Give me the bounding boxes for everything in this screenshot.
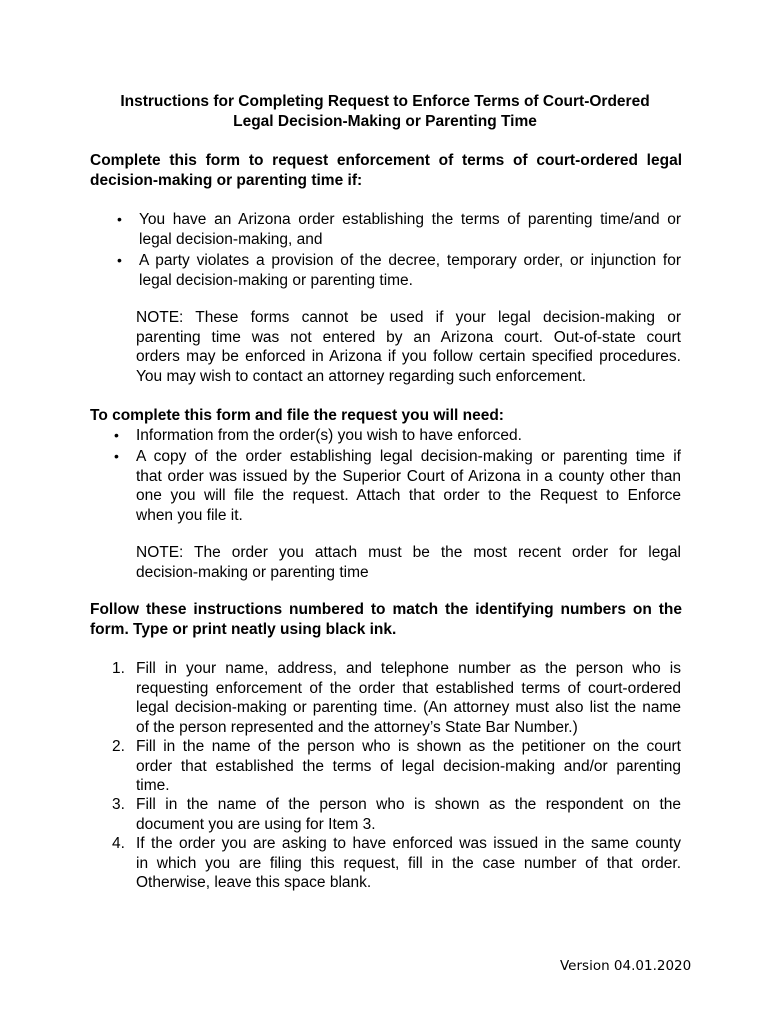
- bullet-line: A party violates a provision of the decree, temporary order, or injunction for: [139, 252, 681, 269]
- item-number: 3.: [112, 796, 125, 813]
- instruction-item-1: [112, 659, 681, 737]
- bullet-line: A copy of the order establishing legal decision-making or parenting time if: [136, 448, 681, 465]
- intro-note: [136, 308, 681, 386]
- bullet-line: one you will file the request. Attach that order to the Request to Enforce: [136, 487, 681, 505]
- need-bullet-2: [114, 447, 681, 525]
- instruction-item-3: [112, 795, 681, 834]
- intro-heading-line-1: Complete this form to request enforcement of terms of court-ordered legal: [90, 152, 682, 169]
- bullet-line: You have an Arizona order establishing the terms of parenting time/and or: [139, 211, 681, 228]
- note-line: parenting time was not entered by an Arizona court. Out-of-state court: [136, 328, 681, 346]
- note-line: NOTE: These forms cannot be used if your legal decision-making or: [136, 309, 681, 326]
- follow-heading: [90, 600, 682, 640]
- need-note: [136, 543, 681, 582]
- intro-heading-line-2: decision-making or parenting time if:: [90, 172, 363, 189]
- intro-heading: [90, 151, 682, 191]
- item-line: document you are using for Item 3.: [136, 815, 376, 833]
- bullet-line: that order was issued by the Superior Court of Arizona in a county other than: [136, 467, 681, 485]
- item-line: Fill in the name of the person who is shown as the respondent on the: [136, 796, 681, 813]
- bullet-line: legal decision-making, and: [139, 230, 323, 248]
- bullet-icon: •: [117, 211, 122, 227]
- item-line: Fill in your name, address, and telephone number as the person who is: [136, 660, 681, 677]
- bullet-icon: •: [117, 252, 122, 268]
- item-number: 4.: [112, 835, 125, 852]
- item-line: in which you are filing this request, fill in the case number of that order.: [136, 854, 681, 872]
- item-number: 2.: [112, 738, 125, 755]
- note-line: orders may be enforced in Arizona if you follow certain specified procedures.: [136, 348, 681, 366]
- follow-heading-line-1: Follow these instructions numbered to match the identifying numbers on the: [90, 601, 682, 618]
- note-line: decision-making or parenting time: [136, 563, 369, 581]
- bullet-icon: •: [114, 427, 119, 443]
- item-line: requesting enforcement of the order that established terms of court-ordered: [136, 679, 681, 697]
- bullet-line: Information from the order(s) you wish to have enforced.: [136, 427, 522, 444]
- follow-heading-line-2: form. Type or print neatly using black ink.: [90, 621, 397, 638]
- item-line: legal decision-making or parenting time. (An attorney must also list the name: [136, 699, 681, 717]
- item-line: of the person represented and the attorney’s State Bar Number.): [136, 718, 578, 736]
- item-line: If the order you are asking to have enforced was issued in the same county: [136, 835, 681, 852]
- item-number: 1.: [112, 660, 125, 677]
- item-line: order that established the terms of legal decision-making and/or parenting: [136, 757, 681, 775]
- note-line: You may wish to contact an attorney regarding such enforcement.: [136, 367, 587, 385]
- intro-bullet-1: [117, 210, 681, 249]
- title-line-1: Instructions for Completing Request to Enforce Terms of Court-Ordered: [120, 93, 650, 110]
- document-title: [90, 92, 680, 132]
- note-line: NOTE: The order you attach must be the most recent order for legal: [136, 544, 681, 561]
- version-label: Version 04.01.2020: [560, 958, 692, 974]
- item-line: Otherwise, leave this space blank.: [136, 874, 372, 892]
- need-bullet-1: [114, 426, 681, 446]
- instruction-item-2: [112, 737, 681, 796]
- item-line: time.: [136, 777, 170, 795]
- bullet-icon: •: [114, 448, 119, 464]
- instruction-item-4: [112, 834, 681, 893]
- item-line: Fill in the name of the person who is shown as the petitioner on the court: [136, 738, 681, 755]
- intro-bullet-2: [117, 251, 681, 290]
- bullet-line: when you file it.: [136, 506, 243, 524]
- bullet-line: legal decision-making or parenting time.: [139, 271, 413, 289]
- title-line-2: Legal Decision-Making or Parenting Time: [233, 113, 537, 130]
- need-heading: To complete this form and file the request you will need:: [90, 407, 504, 424]
